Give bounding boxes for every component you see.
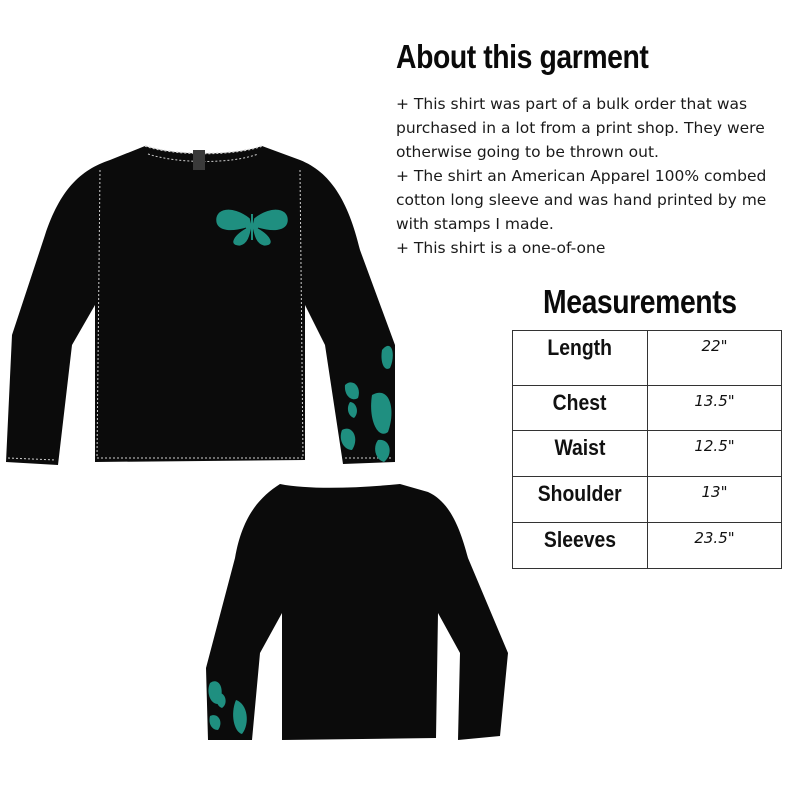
table-row (513, 477, 782, 523)
description-line: + The shirt an American Apparel 100% combed cotton long sleeve and was hand printed by me with stamps I made. (396, 167, 767, 233)
garment-title: About this garment (396, 38, 649, 75)
description-line: + This shirt was part of a bulk order that was purchased in a lot from a print shop. They were otherwise going to be thrown out. (396, 95, 765, 161)
measurement-label: Sleeves (513, 523, 648, 569)
measurement-value: 23.5" (648, 523, 782, 569)
table-row (513, 331, 782, 386)
measurement-value: 13" (648, 477, 782, 523)
measurement-label: Chest (513, 386, 648, 431)
table-row (513, 386, 782, 431)
measurements-table (512, 330, 782, 569)
garment-description (396, 92, 786, 260)
measurement-label: Waist (513, 431, 648, 477)
measurement-value: 13.5" (648, 386, 782, 431)
measurement-value: 22" (648, 331, 782, 386)
shirt-back-image (200, 478, 520, 743)
measurement-label: Shoulder (513, 477, 648, 523)
shirt-front-image (0, 140, 400, 475)
measurements-title: Measurements (543, 283, 737, 320)
table-row (513, 523, 782, 569)
description-line: + This shirt is a one-of-one (396, 239, 606, 257)
measurement-value: 12.5" (648, 431, 782, 477)
measurement-label: Length (513, 331, 648, 386)
table-row (513, 431, 782, 477)
